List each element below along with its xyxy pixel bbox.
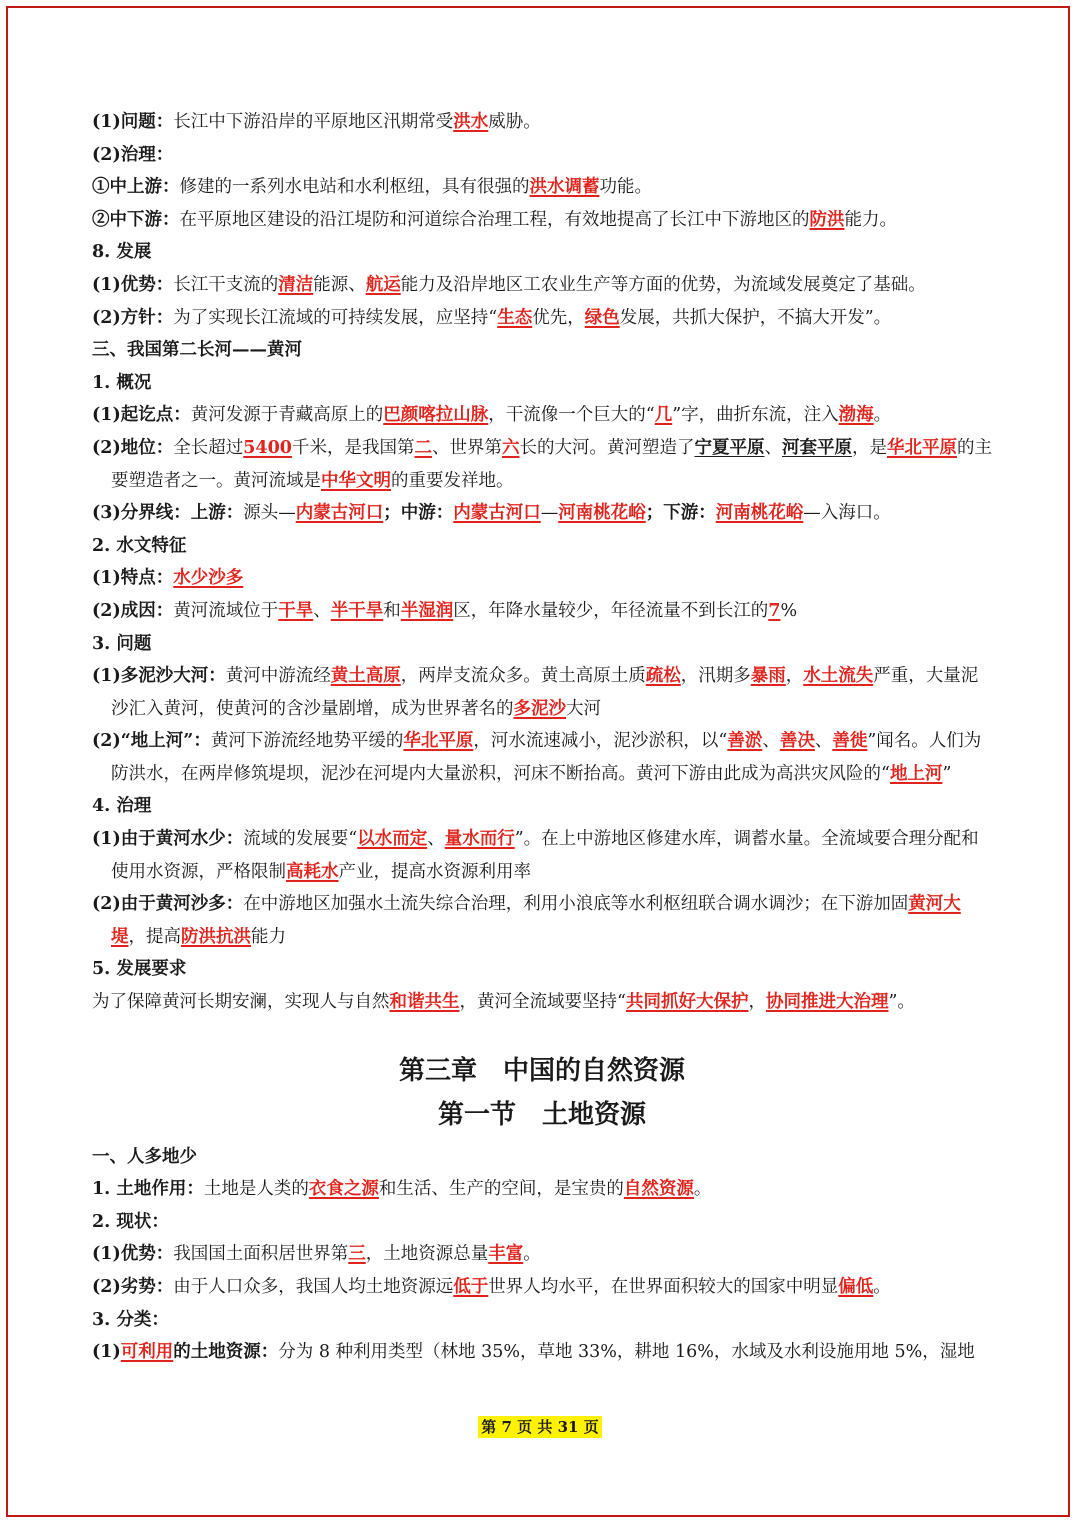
keyword-highlight: 水土流失 — [803, 666, 874, 687]
body-text: 长江中下游沿岸的平原地区汛期常受 — [173, 112, 454, 132]
keyword-highlight: 共同抓好大保护 — [625, 992, 749, 1013]
text-line — [92, 171, 992, 204]
text-line — [92, 725, 992, 790]
body-text: 和 — [383, 600, 401, 621]
keyword-highlight: 内蒙古河口 — [295, 503, 384, 524]
bold-label: 2. 水文特征 — [92, 535, 187, 556]
land-resources-notes — [92, 1141, 992, 1369]
bold-label: 4. 治理 — [92, 796, 152, 817]
keyword-highlight: 7 — [768, 600, 781, 621]
keyword-highlight: 疏松 — [645, 666, 681, 687]
keyword-highlight: 协同推进大治理 — [765, 992, 889, 1013]
bold-label: (1)起讫点： — [92, 405, 191, 426]
keyword-highlight: 黄土高原 — [330, 666, 401, 687]
text-line — [92, 399, 992, 432]
body-text: 、 — [762, 731, 780, 752]
text-line — [92, 953, 992, 986]
text-line — [92, 432, 992, 497]
body-text: 。 — [523, 1244, 541, 1265]
body-text: 和生活、生产的空间，是宝贵的 — [378, 1179, 624, 1200]
keyword-highlight: 清洁 — [278, 274, 314, 295]
bold-label: ；中游： — [383, 503, 454, 524]
keyword-highlight: 洪水调蓄 — [529, 177, 600, 198]
body-text: ”。在上中游地区修建水库，调蓄水量。全流域要合理分配和使用水资源，严格限制 — [111, 829, 979, 882]
bold-label: (1)由于黄河水少： — [92, 829, 244, 850]
bold-label: (3)分界线：上游： — [92, 503, 244, 524]
keyword-highlight: 可利用 — [120, 1342, 174, 1363]
body-text: 、 — [427, 829, 445, 850]
keyword-highlight: 黄河大堤 — [111, 894, 961, 947]
body-text: 能源、 — [313, 274, 366, 295]
keyword-highlight: 半湿润 — [400, 600, 454, 621]
body-text: 优先， — [532, 307, 585, 328]
text-line — [92, 562, 992, 595]
bold-label: 的土地资源： — [173, 1342, 279, 1363]
bold-label: 2. 现状： — [92, 1211, 169, 1232]
body-text: ” — [942, 763, 952, 784]
chapter-title: 第三章 中国的自然资源 — [398, 1055, 685, 1086]
body-text: 能力及沿岸地区工农业生产等方面的优势，为流域发展奠定了基础。 — [400, 274, 926, 295]
text-line — [92, 497, 992, 530]
bold-label: (1)特点： — [92, 568, 174, 589]
text-line — [92, 1173, 992, 1206]
body-text: ”闻名。人们为防洪水，在两岸修筑堤坝，泥沙在河堤内大量淤积，河床不断抬高。黄河下游由此成为高洪灾风险的“ — [111, 731, 982, 784]
body-text: % — [780, 600, 798, 621]
keyword-highlight: 几 — [654, 405, 673, 426]
body-text: ，土地资源总量 — [365, 1244, 489, 1265]
body-text: 千米，是我国第 — [291, 437, 415, 458]
body-text: 。 — [693, 1179, 712, 1200]
body-text: 功能。 — [599, 177, 652, 198]
body-text: 。 — [873, 405, 892, 426]
body-text: 全长超过 — [173, 437, 244, 458]
body-text: 在中游地区加强水土流失综合治理，利用小浪底等水利枢纽联合调水调沙；在下游加固 — [243, 894, 909, 915]
keyword-highlight: 低于 — [453, 1277, 489, 1297]
bold-label: (2)治理： — [92, 144, 174, 165]
underlined-term: 宁夏平原 — [694, 437, 765, 458]
body-text: 黄河下游流经地势平缓的 — [210, 731, 404, 752]
body-text: 威胁。 — [488, 112, 541, 132]
document-body — [92, 106, 992, 1369]
keyword-highlight: 绿色 — [584, 307, 620, 328]
body-text: 我国国土面积居世界第 — [173, 1244, 349, 1265]
text-line — [92, 1304, 992, 1337]
text-line — [92, 1206, 992, 1239]
text-line — [92, 595, 992, 628]
body-text: 世界人均水平，在世界面积较大的国家中明显 — [488, 1277, 839, 1297]
bold-label: (1)多泥沙大河： — [92, 666, 226, 687]
body-text: 的主要塑造者之一。黄河流域是 — [111, 437, 992, 491]
bold-label: (1)优势： — [92, 274, 174, 295]
bold-label: ；下游： — [645, 503, 716, 524]
keyword-highlight: 华北平原 — [403, 731, 474, 752]
body-text: ，黄河全流域要坚持“ — [459, 992, 626, 1013]
keyword-highlight: 六 — [501, 437, 520, 458]
body-text: 。 — [873, 1277, 891, 1297]
bold-label: 三、我国第二长河——黄河 — [92, 340, 302, 361]
keyword-highlight: 干旱 — [278, 600, 314, 621]
body-text: 、 — [814, 731, 833, 752]
text-line — [92, 334, 992, 367]
keyword-highlight: 二 — [414, 437, 432, 458]
section-title: 第一节 土地资源 — [437, 1099, 646, 1130]
keyword-highlight: 丰富 — [488, 1244, 524, 1265]
body-text: 、世界第 — [431, 437, 502, 458]
bold-label: (1)优势： — [92, 1244, 174, 1265]
keyword-highlight: 半干旱 — [330, 600, 384, 621]
keyword-highlight: 中华文明 — [321, 470, 391, 491]
body-text: 能力 — [251, 926, 286, 947]
keyword-highlight: 巴颜喀拉山脉 — [383, 405, 489, 426]
text-line — [92, 269, 992, 302]
keyword-highlight: 河南桃花峪 — [558, 503, 646, 524]
body-text: ”。 — [888, 992, 915, 1013]
body-text: 大河 — [566, 698, 601, 719]
keyword-highlight: 防洪抗洪 — [181, 926, 251, 947]
text-line — [92, 1271, 992, 1304]
keyword-highlight: 多泥沙 — [513, 698, 566, 719]
keyword-highlight: 防洪 — [809, 209, 845, 230]
body-text: ， — [748, 992, 766, 1013]
body-text: 发展，共抓大保护，不搞大开发”。 — [619, 307, 892, 328]
body-text: 、 — [764, 437, 782, 458]
bold-label: (2)地位： — [92, 437, 174, 458]
bold-label: (2)由于黄河沙多： — [92, 894, 244, 915]
text-line — [92, 888, 992, 953]
body-text: 、 — [313, 600, 331, 621]
body-text: 分为 8 种利用类型（林地 35%，草地 33%，耕地 16%，水域及水利设施用地 5%，湿地 — [278, 1342, 975, 1363]
body-text: 源头— — [243, 503, 296, 524]
bold-label: 一、人多地少 — [92, 1146, 197, 1167]
keyword-highlight: 善决 — [779, 731, 815, 752]
body-text: ”字，曲折东流，注入 — [672, 405, 839, 426]
bold-label: 1. 概况 — [92, 372, 152, 393]
page-number: 第 7 页 共 31 页 — [478, 1416, 601, 1438]
bold-label: (2)方针： — [92, 307, 174, 328]
body-text: 黄河中游流经 — [225, 666, 331, 687]
text-line — [92, 1336, 992, 1369]
body-text: 产业，提高水资源利用率 — [338, 861, 531, 882]
body-text: — — [540, 503, 559, 524]
text-line — [92, 204, 992, 237]
text-line — [92, 823, 992, 888]
keyword-highlight: 三 — [348, 1244, 366, 1265]
body-text: 黄河流域位于 — [173, 600, 279, 621]
body-text: —入海口。 — [803, 503, 891, 524]
underlined-term: 河套平原 — [781, 437, 852, 458]
text-line — [92, 106, 992, 139]
keyword-highlight: 5400 — [243, 437, 292, 458]
body-text: ，提高 — [128, 926, 181, 947]
keyword-highlight: 河南桃花峪 — [715, 503, 804, 524]
keyword-highlight: 生态 — [497, 307, 533, 328]
keyword-highlight: 自然资源 — [623, 1179, 694, 1200]
body-text: ，两岸支流众多。黄土高原土质 — [400, 666, 646, 687]
bold-label: 8. 发展 — [92, 242, 152, 263]
bold-label: (2)劣势： — [92, 1277, 174, 1297]
keyword-highlight: 善淤 — [727, 731, 763, 752]
keyword-highlight: 暴雨 — [750, 666, 786, 687]
text-line — [92, 660, 992, 725]
keyword-highlight: 渤海 — [838, 405, 874, 426]
keyword-highlight: 高耗水 — [286, 861, 339, 882]
page-footer — [0, 1416, 1080, 1438]
text-line — [92, 1141, 992, 1174]
bold-label: 5. 发展要求 — [92, 959, 187, 980]
body-text: 严重，大量泥沙汇入黄河，使黄河的含沙量剧增，成为世界著名的 — [111, 666, 979, 719]
body-text: 由于人口众多，我国人均土地资源远 — [173, 1277, 454, 1297]
text-line — [92, 302, 992, 335]
text-line — [92, 236, 992, 269]
keyword-highlight: 以水而定 — [357, 829, 428, 850]
text-line — [92, 139, 992, 172]
bold-label: (1) — [92, 1342, 121, 1363]
text-line — [92, 367, 992, 400]
keyword-highlight: 量水而行 — [444, 829, 515, 850]
bold-label: ①中上游： — [92, 177, 180, 198]
bold-label: ②中下游： — [92, 209, 180, 230]
keyword-highlight: 航运 — [365, 274, 401, 295]
keyword-highlight: 水少沙多 — [173, 568, 244, 589]
body-text: 黄河发源于青藏高原上的 — [190, 405, 384, 426]
keyword-highlight: 善徙 — [832, 731, 868, 752]
bold-label: (1)问题： — [92, 112, 174, 132]
text-line — [92, 986, 992, 1019]
text-line — [92, 1238, 992, 1271]
body-text: 土地是人类的 — [203, 1179, 309, 1200]
text-line — [92, 530, 992, 563]
bold-label: 1. 土地作用： — [92, 1179, 204, 1200]
body-text: 的重要发祥地。 — [391, 470, 514, 491]
text-line — [92, 790, 992, 823]
bold-label: 3. 问题 — [92, 633, 152, 654]
yangtze-yellow-river-notes — [92, 106, 992, 1019]
keyword-highlight: 和谐共生 — [389, 992, 460, 1013]
keyword-highlight: 洪水 — [453, 112, 489, 132]
bold-label: 3. 分类： — [92, 1309, 169, 1330]
body-text: ，汛期多 — [680, 666, 751, 687]
body-text: 能力。 — [844, 209, 897, 230]
body-text: 修建的一系列水电站和水利枢纽，具有很强的 — [179, 177, 530, 198]
keyword-highlight: 偏低 — [838, 1277, 874, 1297]
body-text: ，是 — [851, 437, 887, 458]
keyword-highlight: 地上河 — [889, 763, 943, 784]
body-text: 为了保障黄河长期安澜，实现人与自然 — [92, 992, 390, 1013]
keyword-highlight: 华北平原 — [886, 437, 957, 458]
bold-label: (2)“地上河”： — [92, 731, 211, 752]
bold-label: (2)成因： — [92, 600, 174, 621]
body-text: 在平原地区建设的沿江堤防和河道综合治理工程，有效地提高了长江中下游地区的 — [179, 209, 810, 230]
keyword-highlight: 内蒙古河口 — [453, 503, 541, 524]
body-text: ，干流像一个巨大的“ — [488, 405, 655, 426]
body-text: 为了实现长江流域的可持续发展，应坚持“ — [173, 307, 498, 328]
body-text: 长的大河。黄河塑造了 — [519, 437, 695, 458]
body-text: 区，年降水量较少，年径流量不到长江的 — [453, 600, 769, 621]
body-text: ，河水流速减小，泥沙淤积，以“ — [473, 731, 728, 752]
text-line — [92, 628, 992, 661]
body-text: 流域的发展要“ — [243, 829, 358, 850]
keyword-highlight: 衣食之源 — [308, 1179, 379, 1200]
body-text: 长江干支流的 — [173, 274, 279, 295]
body-text: ， — [785, 666, 804, 687]
